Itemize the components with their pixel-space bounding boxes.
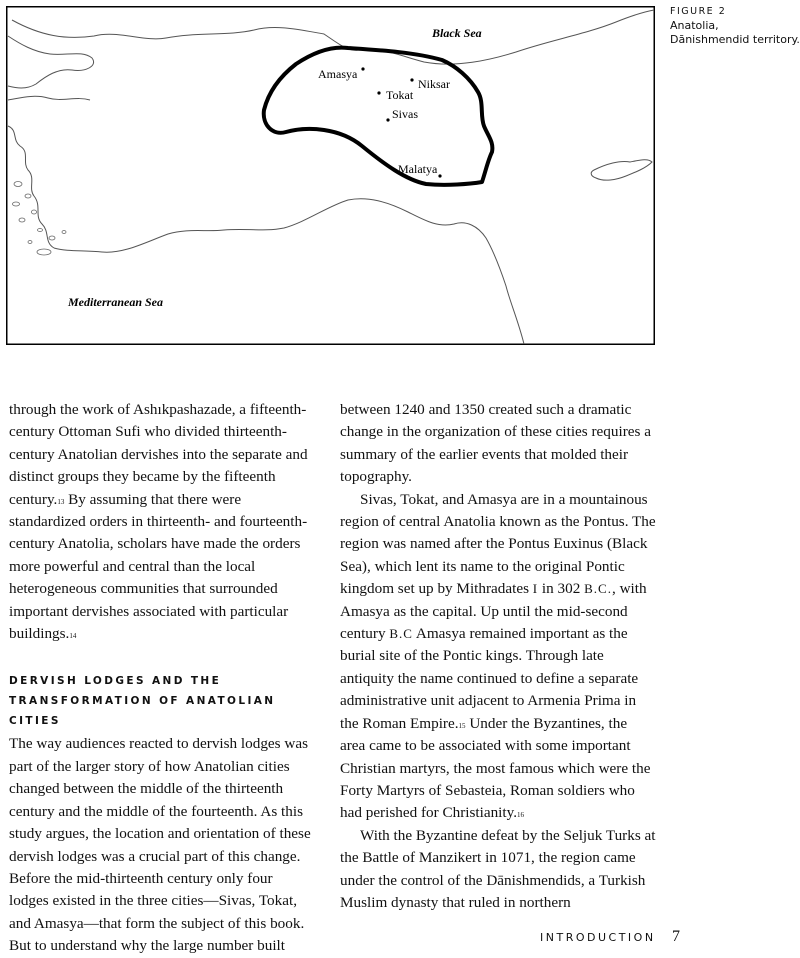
left-paragraph-2: The way audiences reacted to dervish lodges was part of the larger story of how Anatolian cities changed between the middle of the thirteenth century and the middle of the fourteenth. As this study argues, the location and orientation of these dervish lodges was a crucial part of this change. Before the mid-thirteenth century only four lodges existed in the three cities—Sivas, Tokat, and Amasya—that form the subject of this book. But to understand why the large number built (9, 735, 311, 955)
footnote-ref-13: 13 (57, 497, 65, 506)
section-heading (9, 671, 314, 731)
right-paragraph-2 (340, 489, 656, 825)
niksar-label: Niksar (418, 77, 450, 91)
niksar-marker (410, 78, 413, 81)
right-column (340, 399, 656, 914)
sivas-marker (386, 118, 389, 121)
malatya-marker (438, 174, 441, 177)
footnote-ref-16: 16 (517, 811, 525, 820)
section-heading-line-1: DERVISH LODGES AND THE (9, 675, 222, 688)
right-p2-e: Under the Byzantines, the area came to be associated with some important Christian martyrs, the most famous which were the Forty Martyrs of Sebasteia, Roman soldiers who had perished for Christianity. (340, 714, 651, 822)
page-number: 7 (672, 928, 680, 945)
malatya-label: Malatya (398, 162, 438, 176)
tokat-marker (377, 91, 380, 94)
footnote-ref-14: 14 (69, 632, 77, 641)
right-paragraph-1: between 1240 and 1350 created such a dramatic change in the organization of these cities requires a summary of the earlier events that molded their topography. (340, 401, 651, 486)
left-p1-text-2: By assuming that there were standardized orders in thirteenth- and fourteenth-century Anatolia, scholars have made the orders more powerful and central than the local heterogeneous communities that surrounded important dervishes associated with particular buildings. (9, 490, 308, 643)
section-heading-line-2: TRANSFORMATION OF ANATOLIAN CITIES (9, 695, 276, 728)
running-footer: INTRODUCTION (540, 931, 656, 944)
left-p1-text: through the work of Ashıkpashazade, a fifteenth-century Ottoman Sufi who divided thirteenth-century Anatolian dervishes into the separate and distinct groups they became by the fifteenth century. (9, 401, 308, 508)
right-p2-c: , with Amasya as the capital. Up until the mid-second century (340, 580, 647, 643)
figure-label: FIGURE 2 (670, 6, 727, 17)
era-abbrev-2: B.C (389, 626, 413, 642)
right-p2-d: Amasya remained important as the burial site of the Pontic kings. Through late antiquity the name continued to define a separate administrative unit adjacent to Armenia Prima in the Roman Empire. (340, 625, 639, 732)
right-paragraph-3: With the Byzantine defeat by the Seljuk Turks at the Battle of Manzikert in 1071, the region came under the control of the Dānishmendids, a Turkish Muslim dynasty that ruled in northern (340, 826, 656, 911)
amasya-label: Amasya (318, 67, 358, 81)
figure-caption-text: Anatolia, Dānishmendid territory. (670, 19, 800, 46)
figure-caption (670, 5, 800, 47)
anatolia-map (6, 6, 655, 345)
sivas-label: Sivas (392, 107, 419, 121)
tokat-label: Tokat (386, 88, 414, 102)
right-p2-b: in 302 (538, 580, 585, 598)
black-sea-label: Black Sea (432, 26, 482, 40)
map-frame (7, 7, 655, 345)
left-column (9, 399, 314, 958)
footnote-ref-15: 15 (458, 721, 466, 730)
right-p2-a: Sivas, Tokat, and Amasya are in a mountainous region of central Anatolia known as the Pontus. The region was named after the Pontus Euxinus (Black Sea), which lent its name to the original Pontic kingdom set up by Mithradates (340, 490, 656, 598)
amasya-marker (361, 67, 364, 70)
left-paragraph-1 (9, 399, 314, 645)
mediterranean-sea-label: Mediterranean Sea (68, 295, 164, 309)
era-abbrev-1: B.C. (584, 581, 612, 597)
regnal-numeral: I (532, 581, 539, 597)
